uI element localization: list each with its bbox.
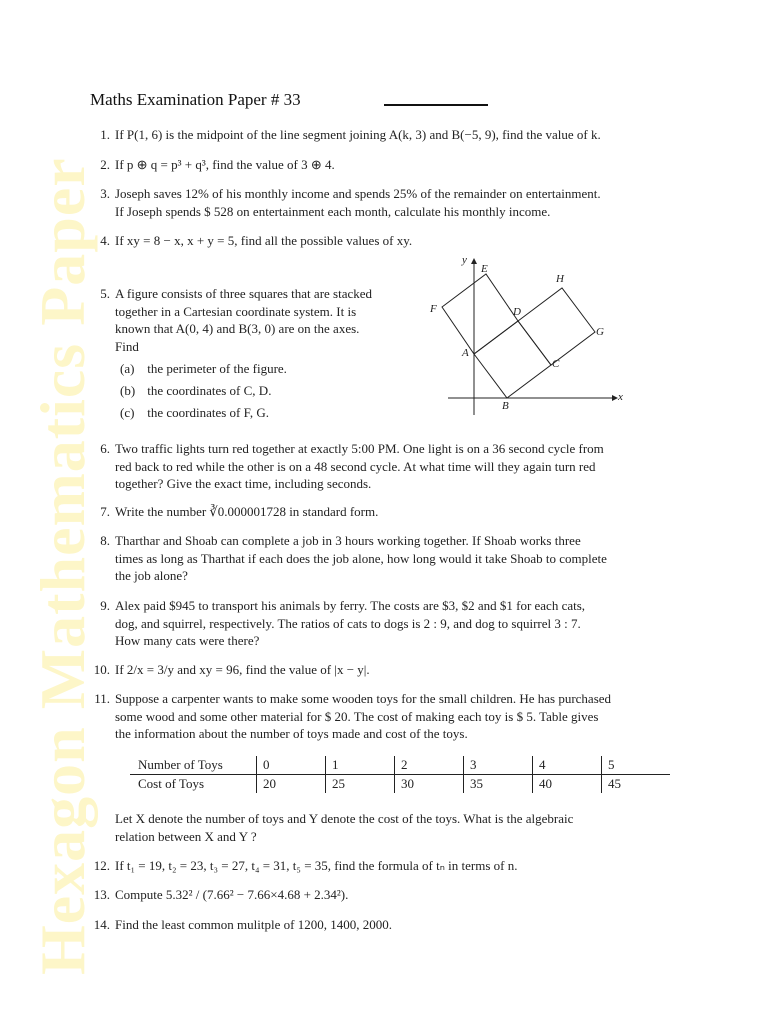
watermark: Hexagon Mathematics Paper (27, 157, 98, 975)
question-text: red back to red while the other is on a 48 second cycle. At what time will they again turn red (115, 458, 596, 474)
square-dhgc (518, 288, 595, 365)
question-text: If p ⊕ q = p³ + q³, find the value of 3 ⊕ 4. (115, 157, 335, 172)
question-text: together in a Cartesian coordinate system. It is (115, 303, 357, 319)
title-underline (384, 104, 488, 106)
table-cell: 25 (326, 775, 395, 794)
question-number: 2. (100, 157, 110, 172)
table-row (130, 756, 670, 775)
table-cell: 4 (533, 756, 602, 775)
coordinate-figure (426, 250, 636, 415)
label-e: E (481, 263, 488, 275)
question-text: Let X denote the number of toys and Y denote the cost of the toys. What is the algebraic (115, 811, 574, 826)
table-cell: 3 (464, 756, 533, 775)
table-cell: 5 (602, 756, 671, 775)
question-text: Tharthar and Shoab can complete a job in 3 hours working together. If Shoab works three (115, 533, 581, 548)
question-text: Suppose a carpenter wants to make some wooden toys for the small children. He has purchased (115, 691, 612, 706)
question-text: If xy = 8 − x, x + y = 5, find all the possible values of xy. (115, 233, 413, 248)
question-text: If 2/x = 3/y and xy = 96, find the value of |x − y|. (115, 662, 370, 677)
question-text: Compute 5.32² / (7.66² − 7.66×4.68 + 2.34²). (115, 887, 349, 902)
table-cell: 1 (326, 756, 395, 775)
table-cell: 0 (257, 756, 326, 775)
question-text: times as long as Tharthat if each does the job alone, how long would it take Shoab to complete (115, 550, 607, 566)
table-cell: 35 (464, 775, 533, 794)
square-abcd (474, 321, 551, 398)
subpart-label: (a) (120, 361, 135, 376)
question-text: Joseph saves 12% of his monthly income and spends 25% of the remainder on entertainment. (115, 186, 601, 201)
table-row (130, 775, 670, 794)
label-x: x (618, 391, 623, 403)
subpart-c (120, 402, 412, 424)
row-header: Cost of Toys (138, 776, 205, 791)
question-text: How many cats were there? (115, 633, 260, 648)
question-text: the job alone? (115, 568, 188, 583)
table-cell: 45 (602, 775, 671, 794)
subpart-a (120, 358, 412, 380)
question-text: If Joseph spends $ 528 on entertainment each month, calculate his monthly income. (115, 203, 551, 219)
question-text: Write the number ∛0.000001728 in standard form. (115, 504, 379, 519)
table-cell: 30 (395, 775, 464, 794)
label-f: F (430, 303, 437, 315)
question-number: 8. (100, 533, 110, 548)
label-b: B (502, 400, 509, 412)
question-text: the information about the number of toys made and cost of the toys. (115, 726, 468, 741)
question-text: together? Give the exact time, including seconds. (115, 476, 372, 491)
label-g: G (596, 326, 604, 338)
table-cell: 20 (257, 775, 326, 794)
question-number: 13. (93, 887, 110, 902)
question-text: known that A(0, 4) and B(3, 0) are on the axes. (115, 321, 360, 336)
question-number: 9. (100, 598, 110, 613)
squares-diagram (426, 250, 636, 419)
question-text: relation between X and Y ? (115, 828, 257, 844)
label-c: C (552, 358, 560, 370)
question-number: 11. (94, 691, 110, 706)
subpart-text: the perimeter of the figure. (147, 361, 287, 376)
label-h: H (556, 273, 564, 285)
page-title: Maths Examination Paper # 33 (90, 90, 301, 109)
subpart-label: (c) (120, 405, 135, 420)
table-cell: 40 (533, 775, 602, 794)
question-text: Find the least common mulitple of 1200, 1400, 2000. (115, 917, 392, 932)
question-number: 7. (100, 504, 110, 519)
question-text: some wood and some other material for $ 20. The cost of making each toy is $ 5. Table gives (115, 708, 599, 724)
table-cell: 2 (395, 756, 464, 775)
question-text: dog, and squirrel, respectively. The ratios of cats to dogs is 2 : 9, and dog to squirrel 3 : 7. (115, 615, 581, 631)
question-text: Alex paid $945 to transport his animals by ferry. The costs are $3, $2 and $1 for each cats, (115, 598, 586, 613)
y-axis-arrow (471, 258, 477, 264)
question-number: 3. (100, 186, 110, 201)
label-d: D (513, 306, 521, 318)
question-text: If P(1, 6) is the midpoint of the line segment joining A(k, 3) and B(−5, 9), find the value of k. (115, 127, 601, 142)
question-text: A figure consists of three squares that are stacked (115, 286, 373, 301)
question-text: If t₁ = 19, t₂ = 23, t₃ = 27, t₄ = 31, t₅ = 35, find the formula of tₙ in terms of n. (115, 858, 518, 873)
question-number: 12. (93, 858, 110, 873)
square-aefd (442, 274, 518, 354)
row-header: Number of Toys (130, 756, 257, 775)
question-number: 4. (100, 233, 110, 248)
subpart-text: the coordinates of C, D. (147, 383, 272, 398)
question-number: 6. (100, 441, 110, 456)
question-text: Find (115, 338, 139, 354)
subpart-text: the coordinates of F, G. (147, 405, 269, 420)
subpart-label: (b) (120, 383, 136, 398)
question-number: 1. (100, 127, 110, 142)
label-a: A (462, 347, 469, 359)
label-y: y (462, 254, 467, 266)
subpart-b (120, 380, 412, 402)
question-number: 5. (100, 286, 110, 301)
question-number: 14. (93, 917, 110, 932)
toys-table (130, 756, 670, 793)
question-number: 10. (93, 662, 110, 677)
question-text: Two traffic lights turn red together at exactly 5:00 PM. One light is on a 36 second cycle from (115, 441, 604, 456)
